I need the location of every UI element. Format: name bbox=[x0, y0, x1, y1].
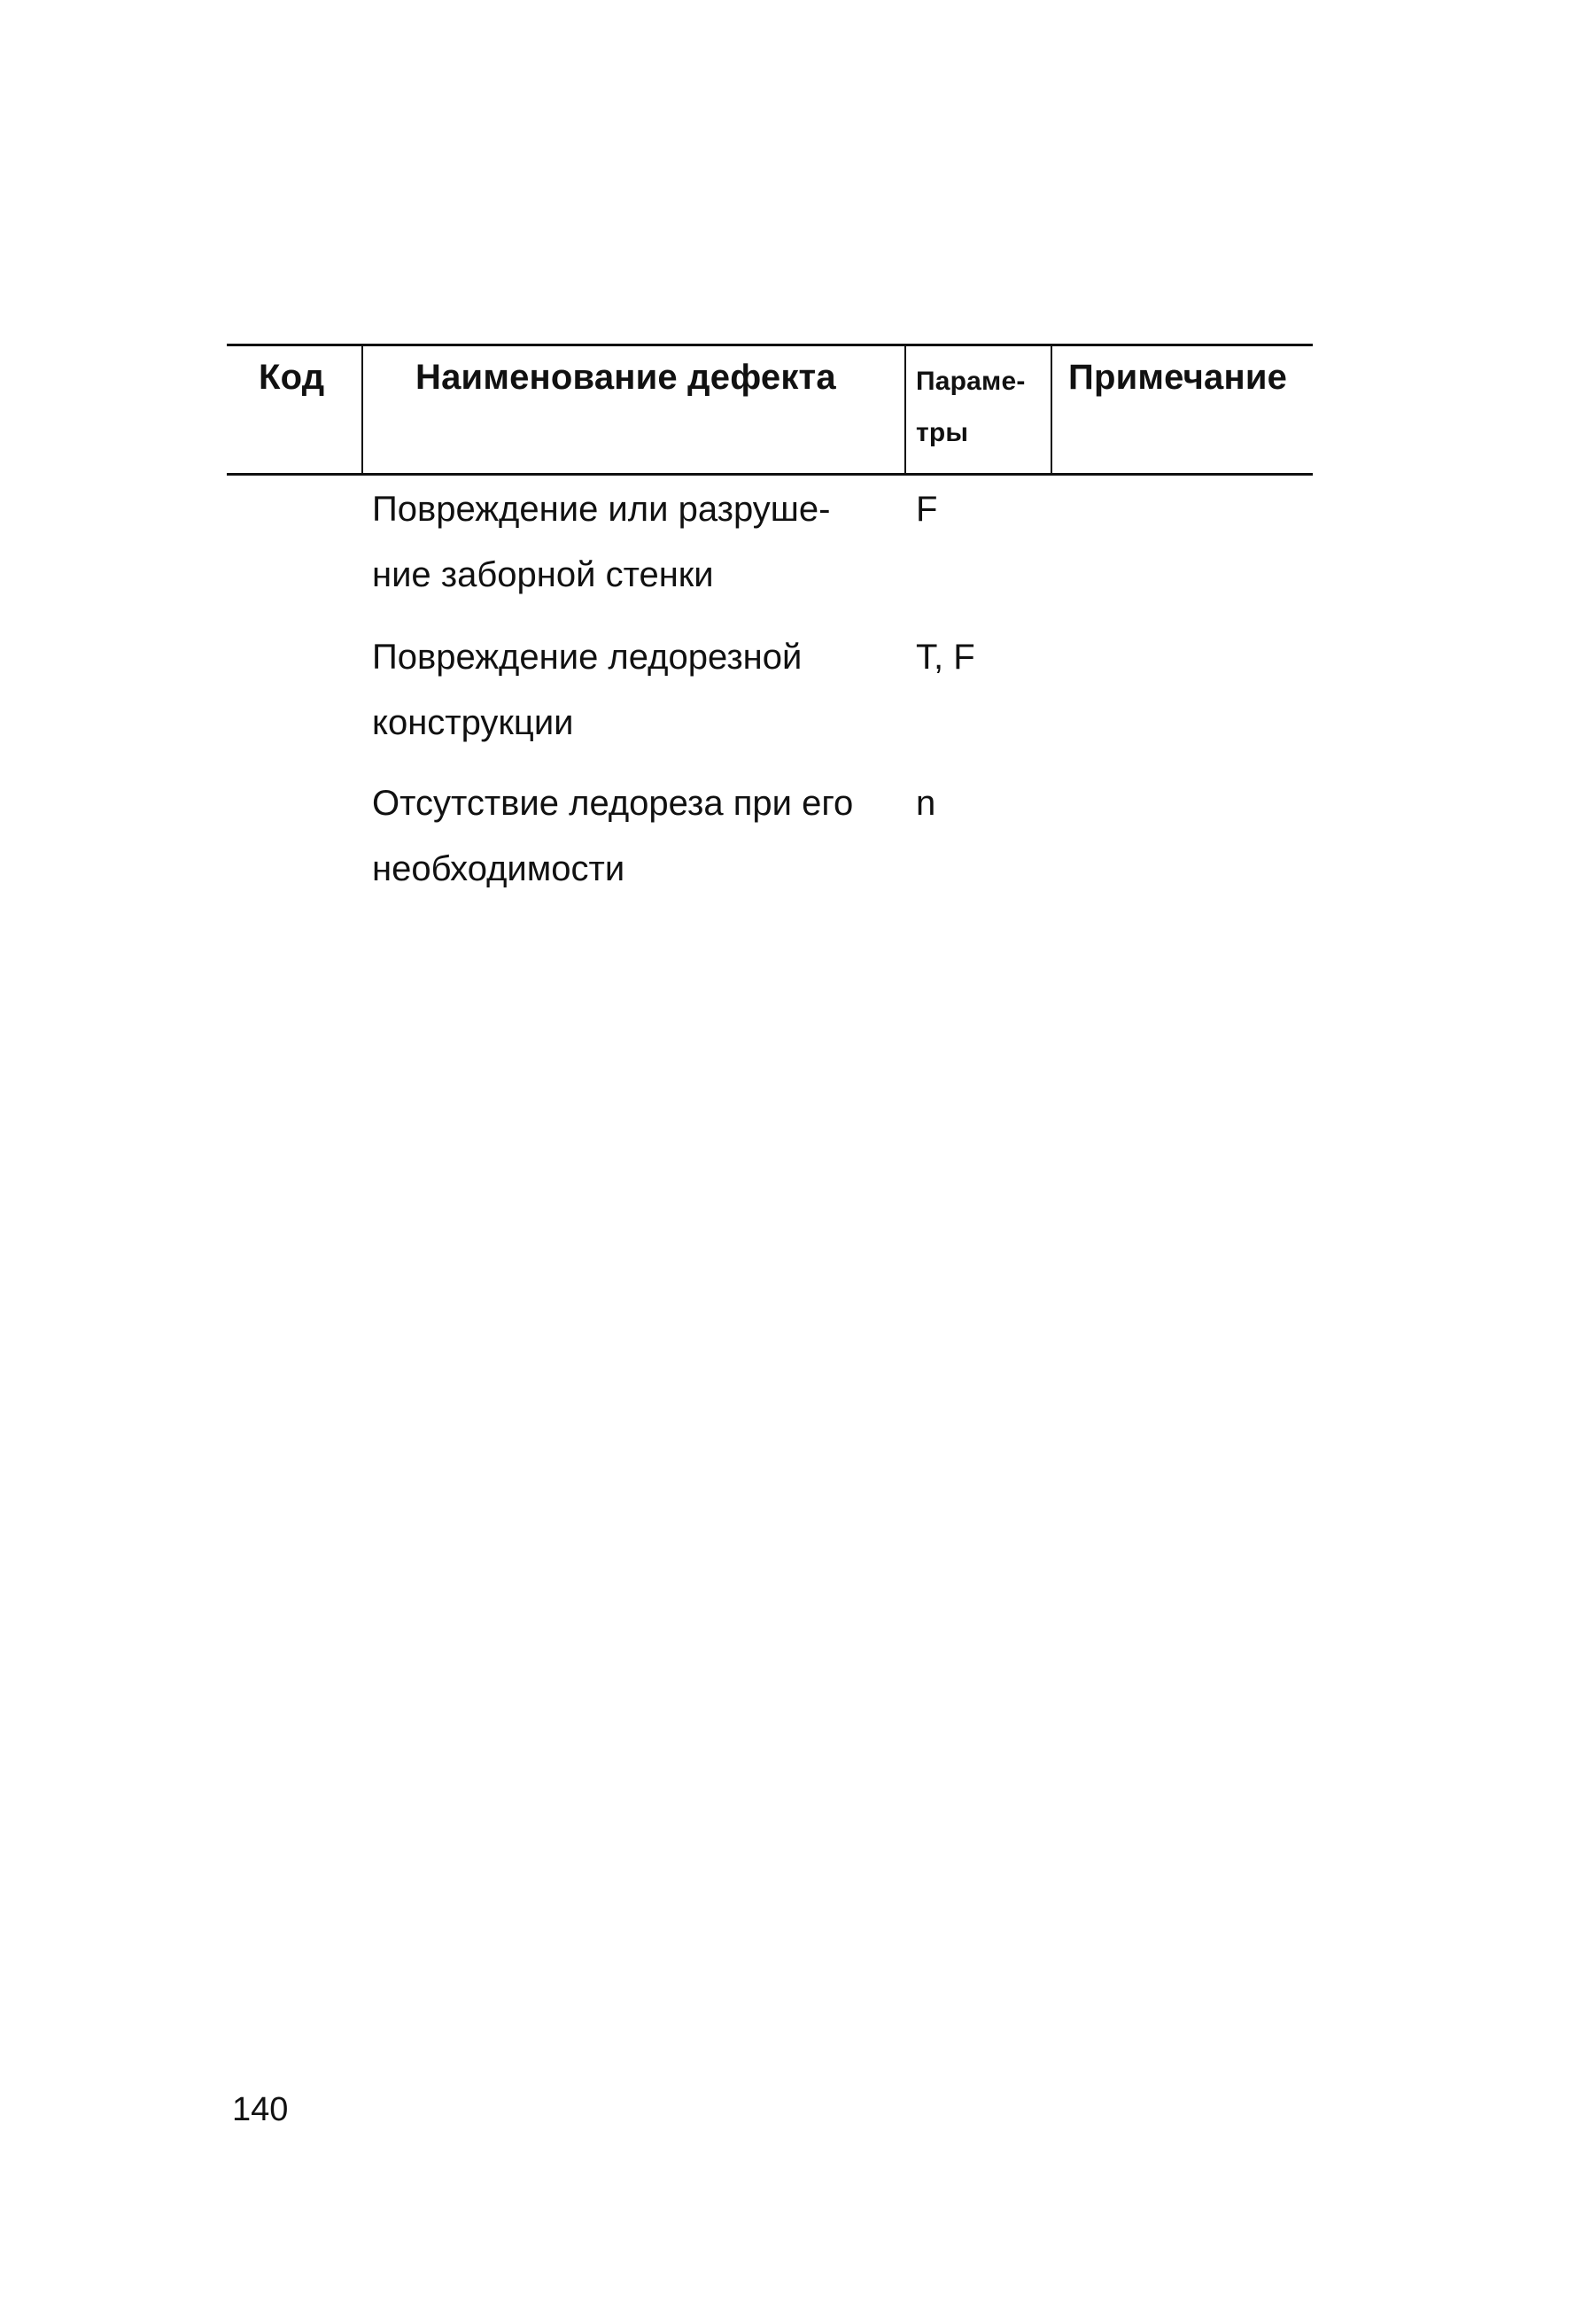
params-cell: F bbox=[916, 490, 938, 529]
header-note: Примечание bbox=[1068, 358, 1288, 397]
column-divider-name bbox=[904, 344, 906, 475]
params-cell: T, F bbox=[916, 638, 975, 677]
header-defect-name: Наименование дефекта bbox=[415, 358, 836, 397]
table-top-rule bbox=[227, 344, 1313, 346]
params-cell: n bbox=[916, 784, 936, 823]
defect-name-cell: Повреждение ледорезной конструкции bbox=[372, 638, 803, 742]
column-divider-params bbox=[1051, 344, 1052, 475]
column-divider-code bbox=[361, 344, 363, 475]
defect-name-cell: Повреждение или разруше- ние заборной стенки bbox=[372, 490, 831, 594]
header-params-line2: тры bbox=[916, 418, 969, 447]
table-header-bottom-rule bbox=[227, 473, 1313, 476]
header-code: Код bbox=[259, 358, 325, 397]
page-number: 140 bbox=[232, 2091, 289, 2128]
defect-name-cell: Отсутствие ледореза при его необходимости bbox=[372, 784, 854, 888]
header-params bbox=[916, 356, 1049, 459]
header-params-line1: Параме- bbox=[916, 367, 1026, 396]
